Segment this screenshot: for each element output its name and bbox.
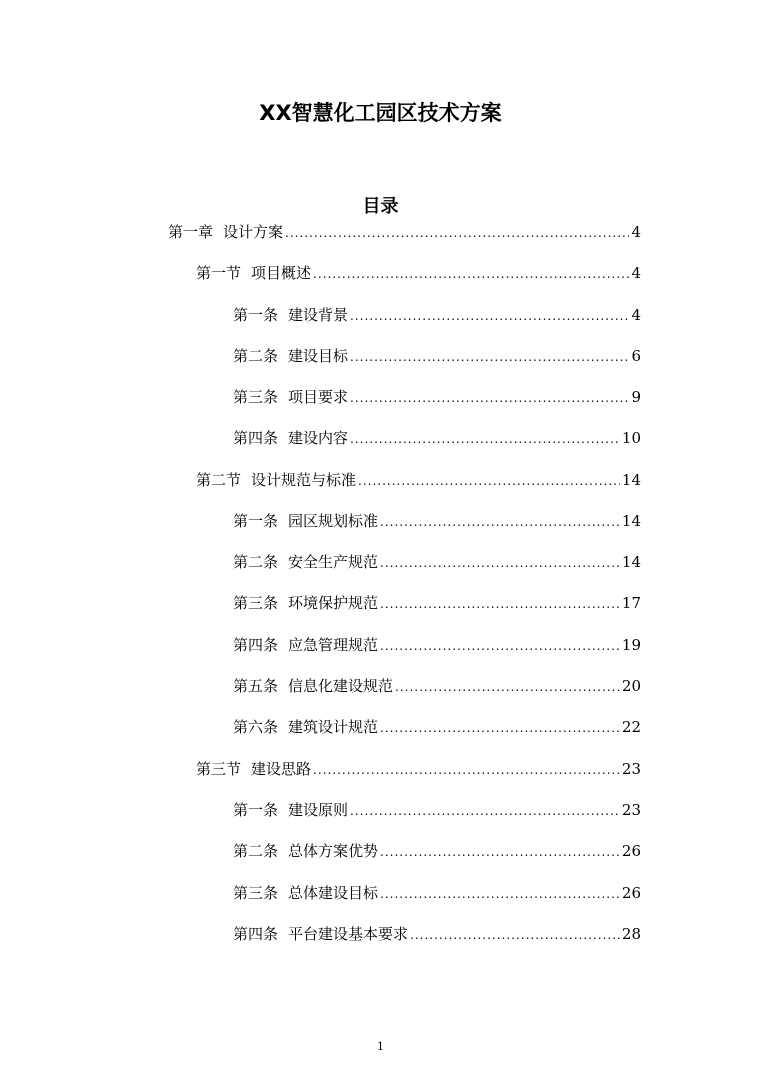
toc-entry-section[interactable] xyxy=(196,262,641,284)
toc-entry-number: 第二节 xyxy=(196,471,242,489)
toc-entry-title: 安全生产规范 xyxy=(288,553,379,571)
toc-entry-section[interactable] xyxy=(196,469,641,491)
toc-entry-number: 第三条 xyxy=(233,388,279,406)
toc-leader-dots xyxy=(313,263,629,285)
toc-entry-article[interactable] xyxy=(233,345,641,367)
toc-leader-dots xyxy=(380,883,620,905)
toc-entry-title: 建设原则 xyxy=(288,801,349,819)
toc-entry-article[interactable] xyxy=(233,386,641,408)
toc-entry-article[interactable] xyxy=(233,923,641,945)
toc-leader-dots xyxy=(350,387,629,409)
toc-entry-title: 应急管理规范 xyxy=(288,636,379,654)
toc-entry-page: 22 xyxy=(621,718,641,736)
document-title: XX智慧化工园区技术方案 xyxy=(259,101,502,125)
toc-entry-article[interactable] xyxy=(233,592,641,614)
toc-entry-title: 环境保护规范 xyxy=(288,594,379,612)
toc-leader-dots xyxy=(350,800,620,822)
toc-heading: 目录 xyxy=(362,196,399,217)
toc-entry-chapter[interactable] xyxy=(168,221,641,243)
toc-entry-title: 建设目标 xyxy=(288,347,349,365)
toc-leader-dots xyxy=(380,511,620,533)
toc-entry-article[interactable] xyxy=(233,304,641,326)
toc-entry-page: 6 xyxy=(631,347,641,365)
toc-leader-dots xyxy=(358,470,620,492)
toc-entry-number: 第四条 xyxy=(233,636,279,654)
toc-entry-page: 20 xyxy=(621,677,641,695)
toc-entry-article[interactable] xyxy=(233,882,641,904)
toc-entry-title: 项目要求 xyxy=(288,388,349,406)
toc-entry-page: 17 xyxy=(621,594,641,612)
toc-leader-dots xyxy=(410,924,620,946)
toc-entry-article[interactable] xyxy=(233,716,641,738)
toc-entry-page: 10 xyxy=(621,429,641,447)
toc-entry-number: 第一条 xyxy=(233,801,279,819)
toc-leader-dots xyxy=(380,635,620,657)
toc-entry-number: 第一章 xyxy=(168,223,214,241)
toc-entry-page: 14 xyxy=(621,512,641,530)
toc-entry-page: 23 xyxy=(621,760,641,778)
toc-entry-page: 4 xyxy=(631,264,641,282)
toc-entry-page: 23 xyxy=(621,801,641,819)
toc-entry-title: 设计规范与标准 xyxy=(251,471,357,489)
toc-entry-title: 建设背景 xyxy=(288,306,349,324)
toc-entry-page: 14 xyxy=(621,471,641,489)
toc-leader-dots xyxy=(380,841,620,863)
toc-entry-article[interactable] xyxy=(233,675,641,697)
toc-entry-article[interactable] xyxy=(233,799,641,821)
toc-entry-page: 4 xyxy=(631,223,641,241)
toc-entry-number: 第三条 xyxy=(233,594,279,612)
toc-entry-title: 项目概述 xyxy=(251,264,312,282)
toc-entry-article[interactable] xyxy=(233,840,641,862)
toc-entry-title: 建筑设计规范 xyxy=(288,718,379,736)
toc-entry-article[interactable] xyxy=(233,510,641,532)
toc-entry-article[interactable] xyxy=(233,551,641,573)
toc-entry-number: 第一条 xyxy=(233,306,279,324)
toc-entry-page: 9 xyxy=(631,388,641,406)
toc-entry-number: 第一条 xyxy=(233,512,279,530)
toc-entry-title: 建设思路 xyxy=(251,760,312,778)
toc-entry-title: 总体建设目标 xyxy=(288,884,379,902)
toc-entry-title: 平台建设基本要求 xyxy=(288,925,409,943)
toc-entry-page: 19 xyxy=(621,636,641,654)
toc-entry-title: 园区规划标准 xyxy=(288,512,379,530)
toc-leader-dots xyxy=(313,759,620,781)
toc-entry-number: 第三条 xyxy=(233,884,279,902)
toc-entry-page: 26 xyxy=(621,884,641,902)
toc-entry-article[interactable] xyxy=(233,634,641,656)
toc-entry-title: 信息化建设规范 xyxy=(288,677,394,695)
toc-entry-page: 26 xyxy=(621,842,641,860)
toc-entry-number: 第二条 xyxy=(233,347,279,365)
toc-leader-dots xyxy=(380,593,620,615)
toc-entry-page: 28 xyxy=(621,925,641,943)
toc-leader-dots xyxy=(350,305,629,327)
toc-entry-number: 第二条 xyxy=(233,553,279,571)
toc-entry-section[interactable] xyxy=(196,758,641,780)
toc-leader-dots xyxy=(380,552,620,574)
toc-entry-number: 第五条 xyxy=(233,677,279,695)
toc-entry-page: 14 xyxy=(621,553,641,571)
toc-leader-dots xyxy=(350,428,620,450)
toc-entry-number: 第六条 xyxy=(233,718,279,736)
toc-entry-number: 第四条 xyxy=(233,925,279,943)
toc-entry-title: 设计方案 xyxy=(223,223,284,241)
toc-entry-number: 第二条 xyxy=(233,842,279,860)
toc-leader-dots xyxy=(285,222,629,244)
toc-entry-article[interactable] xyxy=(233,427,641,449)
toc-entry-title: 建设内容 xyxy=(288,429,349,447)
toc-leader-dots xyxy=(395,676,620,698)
toc-entry-number: 第三节 xyxy=(196,760,242,778)
toc-leader-dots xyxy=(350,346,629,368)
toc-entry-number: 第一节 xyxy=(196,264,242,282)
toc-entry-number: 第四条 xyxy=(233,429,279,447)
page-number: 1 xyxy=(377,1040,384,1053)
toc-leader-dots xyxy=(380,717,620,739)
toc-entry-title: 总体方案优势 xyxy=(288,842,379,860)
toc-entry-page: 4 xyxy=(631,306,641,324)
